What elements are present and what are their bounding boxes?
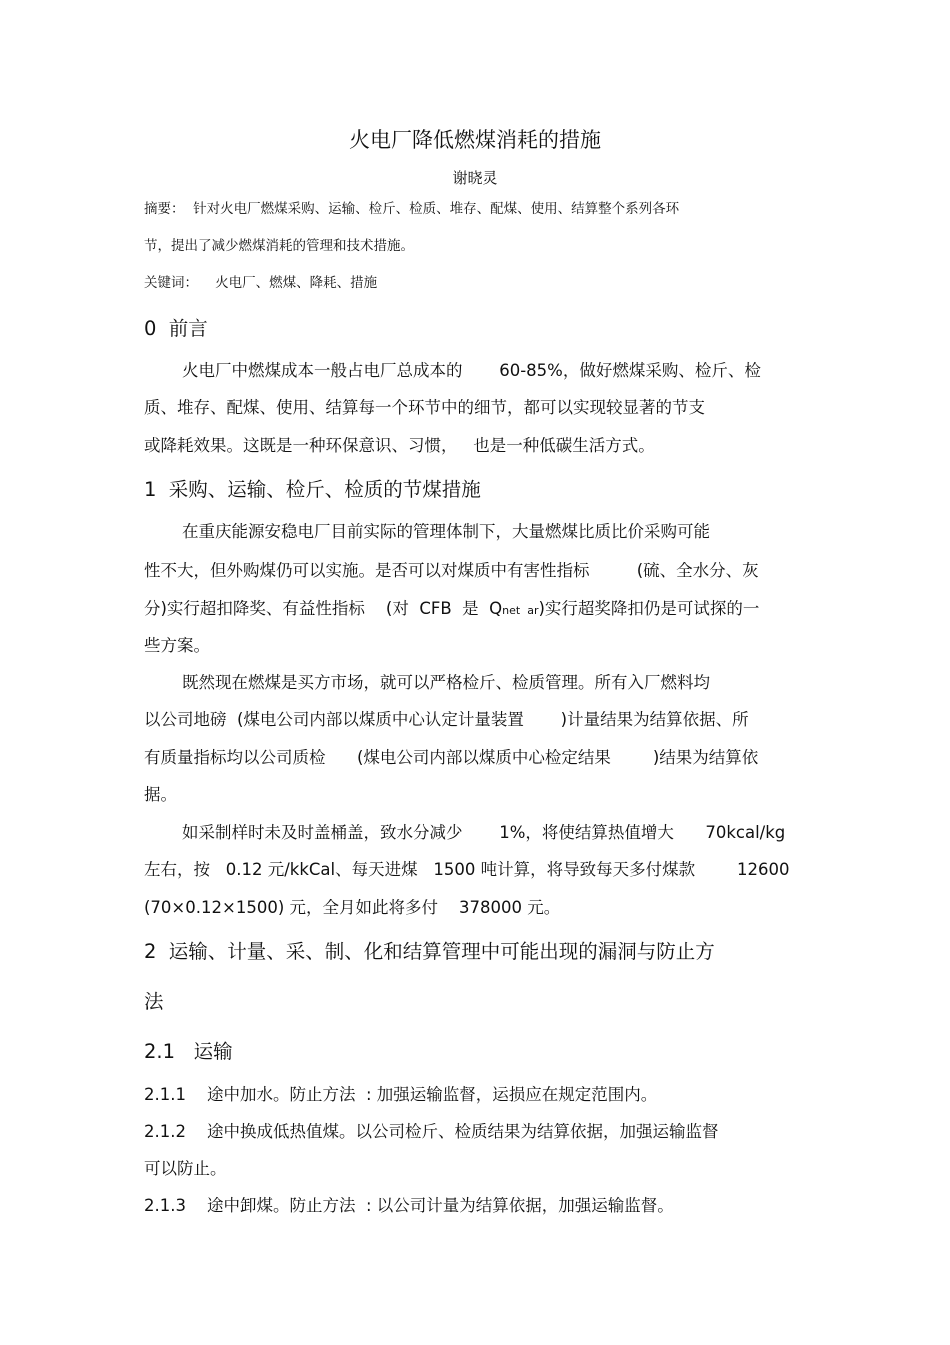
item-2-1-3: 2.1.3 途中卸煤。防止方法 : 以公司计量为结算依据，加强运输监督。 <box>144 1196 674 1215</box>
keywords: 关键词： 火电厂、燃煤、降耗、措施 <box>144 275 378 291</box>
abstract-line-2: 节，提出了减少燃煤消耗的管理和技术措施。 <box>144 238 414 254</box>
paragraph-line: 在重庆能源安稳电厂目前实际的管理体制下，大量燃煤比质比价采购可能 <box>182 522 710 541</box>
paragraph-line: 左右，按 0.12 元/kkCal、每天进煤 1500 吨计算，将导致每天多付煤款 12600 <box>144 860 790 879</box>
section-0-heading: 0 前言 <box>144 317 208 340</box>
paragraph-line: 既然现在燃煤是买方市场，就可以严格检斤、检质管理。所有入厂燃料均 <box>182 673 710 692</box>
paragraph-line: 如采制样时未及时盖桶盖，致水分减少 1%，将使结算热值增大 70kcal/kg <box>182 823 786 842</box>
author: 谢晓灵 <box>452 169 498 187</box>
item-2-1-1: 2.1.1 途中加水。防止方法 : 加强运输监督，运损应在规定范围内。 <box>144 1085 658 1104</box>
paragraph-line: 火电厂中燃煤成本一般占电厂总成本的 60-85%，做好燃煤采购、检斤、检 <box>182 361 761 380</box>
paragraph-line: 些方案。 <box>144 636 210 655</box>
section-1-heading: 1 采购、运输、检斤、检质的节煤措施 <box>144 478 481 501</box>
document-title: 火电厂降低燃煤消耗的措施 <box>349 128 601 152</box>
paragraph-line: 据。 <box>144 785 177 804</box>
paragraph-line: 以公司地磅 (煤电公司内部以煤质中心认定计量装置 )计量结果为结算依据、所 <box>144 710 749 729</box>
paragraph-line: 或降耗效果。这既是一种环保意识、习惯， 也是一种低碳生活方式。 <box>144 436 655 455</box>
text-segment: )实行超奖降扣仍是可试探的一 <box>538 599 760 618</box>
paragraph-line: (70×0.12×1500) 元，全月如此将多付 378000 元。 <box>144 898 561 917</box>
subscript: net ar <box>502 604 539 617</box>
section-2-heading: 2 运输、计量、采、制、化和结算管理中可能出现的漏洞与防止方 <box>144 940 715 963</box>
text-segment: 分)实行超扣降奖、有益性指标 (对 CFB 是 Q <box>144 599 503 618</box>
item-2-1-2: 2.1.2 途中换成低热值煤。以公司检斤、检质结果为结算依据，加强运输监督 <box>144 1122 719 1141</box>
abstract-line-1: 摘要： 针对火电厂燃煤采购、运输、检斤、检质、堆存、配煤、使用、结算整个系列各环 <box>144 201 680 217</box>
section-2-heading-cont: 法 <box>144 990 164 1013</box>
item-2-1-2-cont: 可以防止。 <box>144 1159 227 1178</box>
paragraph-line-with-subscript <box>144 601 759 618</box>
paragraph-line: 有质量指标均以公司质检 (煤电公司内部以煤质中心检定结果 )结果为结算依 <box>144 748 759 767</box>
paragraph-line: 质、堆存、配煤、使用、结算每一个环节中的细节，都可以实现较显著的节支 <box>144 398 705 417</box>
paragraph-line: 性不大，但外购煤仍可以实施。是否可以对煤质中有害性指标 (硫、全水分、灰 <box>144 561 759 580</box>
section-2-1-heading: 2.1 运输 <box>144 1040 233 1063</box>
